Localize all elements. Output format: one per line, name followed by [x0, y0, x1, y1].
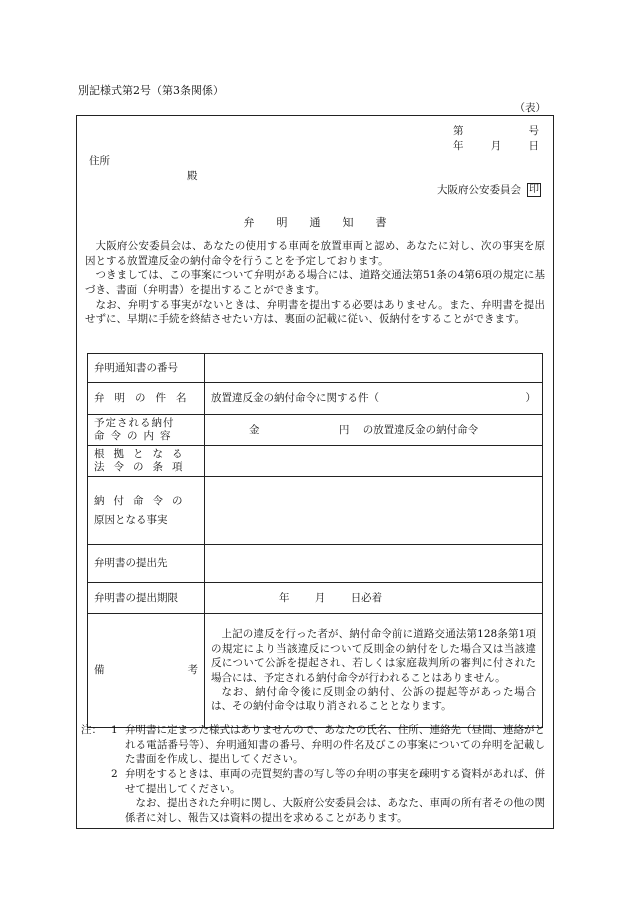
- subject-close: ）: [525, 392, 536, 405]
- honorific: 殿: [187, 170, 198, 182]
- deadline-month: 月: [314, 591, 326, 604]
- body-paragraph-2: つきましては、この事案について弁明がある場合には、道路交通法第51条の4第6項の規定に基づき、書面（弁明書）を提出することができます。: [85, 269, 545, 297]
- table-row: [88, 354, 543, 383]
- remarks-label-1: 備: [94, 664, 105, 677]
- remarks-paragraph-2: なお、納付命令後に反則金の納付、公訴の提起等があった場合は、その納付命令は取り消されることとなります。: [211, 685, 536, 713]
- note-2-index: 2: [111, 768, 118, 781]
- notice-number-value: [205, 354, 543, 383]
- body-paragraph-3: なお、弁明する事実がないときは、弁明書を提出する必要はありません。また、弁明書を提出せずに、早期に手続を終結させたい方は、裏面の記載に従い、仮納付をすることができます。: [85, 298, 545, 326]
- deadline-value: [205, 583, 543, 614]
- row-label-notice-number: 弁明通知書の番号: [88, 354, 205, 383]
- notes: [81, 723, 545, 826]
- date-year: 年: [453, 140, 464, 152]
- body-paragraph-1: 大阪府公安委員会は、あなたの使用する車両を放置車両と認め、あなたに対し、次の事実を原因とする放置違反金の納付命令を行うことを予定しております。: [85, 240, 545, 267]
- table-row: [88, 415, 543, 446]
- row-label-remarks: [88, 614, 205, 728]
- notice-table: [87, 353, 543, 728]
- legal-label-2: 法令の条項: [94, 461, 192, 473]
- order-text: の放置違反金の納付命令: [362, 423, 479, 436]
- row-label-destination: 弁明書の提出先: [88, 545, 205, 583]
- sender-name: 大阪府公安委員会: [437, 184, 521, 196]
- notes-label: 注：: [81, 724, 102, 736]
- cause-label-1: 納付命令の: [94, 494, 192, 507]
- deadline-year: 年: [279, 591, 290, 604]
- subject-text: 放置違反金の納付命令に関する件（: [211, 392, 379, 405]
- order-label-1: 予定される納付: [94, 417, 175, 429]
- subject-label: 弁明の件名: [94, 392, 197, 405]
- table-row: [88, 614, 543, 728]
- number-date-block: [453, 124, 539, 154]
- row-label-cause: [88, 477, 205, 545]
- legal-basis-value: [205, 446, 543, 477]
- date-day: 日: [528, 140, 539, 152]
- order-content-value: [205, 415, 543, 446]
- order-yen: 円: [338, 423, 350, 436]
- cause-value: [205, 477, 543, 545]
- note-1-text: 弁明書に定まった様式はありませんので、あなたの氏名、住所、連絡先（昼間、連絡がとれる電話番号等）、弁明通知書の番号、弁明の件名及びこの事案についての弁明を記載した書面を作成し、提出してください。: [125, 724, 545, 766]
- document-frame: [76, 115, 554, 829]
- number-suffix: 号: [528, 125, 539, 137]
- subject-value: [205, 383, 543, 415]
- note-2-text: 弁明をするときは、車両の売買契約書の写し等の弁明の事実を疎明する資料があれば、併せて提出してください。: [125, 768, 545, 795]
- sender-block: [437, 183, 541, 198]
- table-row: [88, 545, 543, 583]
- remarks-value: [205, 614, 543, 728]
- row-label-deadline: 弁明書の提出期限: [88, 583, 205, 614]
- order-label-2: 命令の内容: [94, 430, 177, 442]
- address-label: 住所: [89, 155, 110, 167]
- cause-label-2: 原因となる事実: [94, 513, 168, 526]
- number-prefix: 第: [453, 125, 464, 137]
- remarks-label-2: 考: [187, 664, 198, 677]
- deadline-day: 日必着: [350, 591, 383, 604]
- document-title: 弁明通知書: [243, 216, 409, 229]
- table-row: [88, 446, 543, 477]
- date-month: 月: [490, 140, 502, 152]
- legal-label-1: 根拠となる: [94, 448, 192, 460]
- table-row: [88, 583, 543, 614]
- side-label: （表）: [514, 102, 546, 114]
- table-row: [88, 383, 543, 415]
- form-number: 別記様式第2号（第3条関係）: [78, 84, 224, 97]
- row-label-order-content: [88, 415, 205, 446]
- order-kin: 金: [249, 423, 260, 436]
- seal-mark: 印: [529, 184, 539, 196]
- remarks-paragraph-1: 上記の違反を行った者が、納付命令前に道路交通法第128条第1項の規定により当該違反について反則金の納付をした場合又は当該違反について公訴を提起され、若しくは家庭裁判所の審判に付された場合には、予定される納付命令が行われることはありません。: [211, 628, 536, 684]
- row-label-legal-basis: [88, 446, 205, 477]
- body-text: [85, 239, 545, 327]
- destination-value: [205, 545, 543, 583]
- note-2-sub-text: なお、提出された弁明に関し、大阪府公安委員会は、あなた、車両の所有者その他の関係者に対し、報告又は資料の提出を求めることがあります。: [125, 797, 545, 825]
- table-row: [88, 477, 543, 545]
- row-label-subject: [88, 383, 205, 415]
- note-1-index: 1: [111, 724, 118, 736]
